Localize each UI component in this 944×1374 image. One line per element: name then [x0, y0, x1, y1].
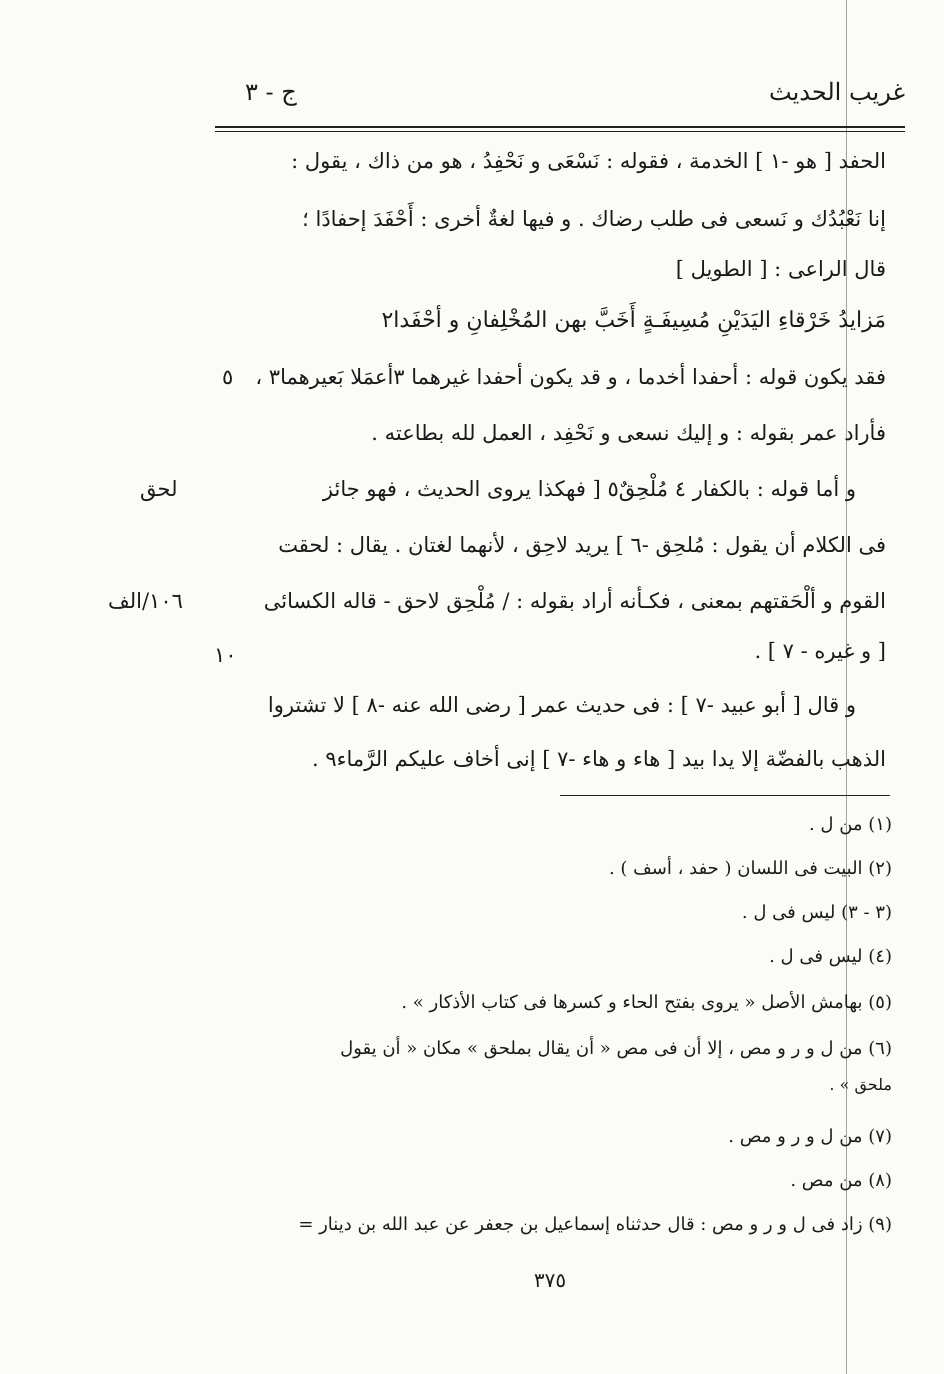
- footnote-rule: [560, 795, 890, 796]
- body-line-8: فى الكلام أن يقول : مُلحِق -٦ ] يريد لاحِق ، لأنهما لغتان . يقال : لحقت: [278, 533, 886, 557]
- footnote-4: (٤) ليس فى ل .: [769, 946, 892, 967]
- footnote-5: (٥) بهامش الأصل « يروى بفتح الحاء و كسرها فى كتاب الأذكار » .: [401, 992, 892, 1013]
- body-line-1: الحفد [ هو -١ ] الخدمة ، فقوله : نَسْعَى و نَحْفِدُ ، هو من ذاك ، يقول :: [291, 149, 886, 173]
- body-line-9: القوم و ألْحَقتهم بمعنى ، فكـأنه أراد بقوله : / مُلْحِق لاحق - قاله الكسائى: [263, 589, 886, 613]
- margin-note-haqq: لحق: [140, 477, 178, 501]
- footnote-1: (١) من ل .: [808, 814, 892, 835]
- footnote-9: (٩) زاد فى ل و ر و مص : قال حدثناه إسماعيل بن جعفر عن عبد الله بن دينار =: [298, 1214, 892, 1235]
- footnote-2: (٢) البيت فى اللسان ( حفد ، أسف ) .: [608, 858, 892, 879]
- body-line-5: فقد يكون قوله : أحفدا أخدما ، و قد يكون أحفدا غيرهما ٣أعمَلا بَعيرهما٣ ،: [255, 365, 886, 389]
- footnote-3: (٣ - ٣) ليس فى ل .: [741, 902, 892, 923]
- body-line-6: فأراد عمر بقوله : و إليك نسعى و نَحْفِد ، العمل لله بطاعته .: [371, 421, 886, 445]
- margin-line-number-5: ٥: [222, 365, 234, 389]
- margin-folio-marker: ١٠٦/الف: [108, 589, 183, 613]
- book-title: غريب الحديث: [769, 78, 905, 106]
- body-line-12: الذهب بالفضّة إلا يدا بيد [ هاء و هاء -٧ ] إنى أخاف عليكم الرَّماء٩ .: [311, 747, 886, 771]
- running-header: [215, 78, 905, 122]
- body-line-3: قال الراعى : [ الطويل ]: [675, 257, 886, 281]
- verse-line: مَزايدُ خَرْقاءِ اليَدَيْنِ مُسِيفَـةٍ أَخَبَّ بهن المُخْلِفانِ و أحْفَدا٢: [381, 308, 886, 333]
- page-number: ٣٧٥: [533, 1268, 567, 1292]
- body-line-11: و قال [ أبو عبيد -٧ ] : فى حديث عمر [ رضى الله عنه -٨ ] لا تشتروا: [267, 693, 856, 717]
- header-rule-thick: [215, 126, 905, 128]
- volume-label: ج - ٣: [245, 78, 297, 106]
- footnote-6-continued: ملحق » .: [829, 1075, 892, 1094]
- body-line-10: [ و غيره - ٧ ] .: [754, 639, 886, 663]
- body-line-7: و أما قوله : بالكفار ٤ مُلْحِقٌ٥ [ فهكذا يروى الحديث ، فهو جائز: [322, 477, 856, 501]
- body-line-2: إنا نَعْبُدُك و نَسعى فى طلب رضاك . و فيها لغةٌ أخرى : أَحْفَدَ إحفادًا ؛: [302, 207, 886, 231]
- header-rule-thin: [215, 131, 905, 132]
- footnote-8: (٨) من مص .: [790, 1170, 892, 1191]
- margin-line-number-10: ١٠: [214, 643, 237, 667]
- footnote-7: (٧) من ل و ر و مص .: [728, 1126, 892, 1147]
- footnote-6: (٦) من ل و ر و مص ، إلا أن فى مص « أن يقال بملحق » مكان « أن يقول: [340, 1038, 892, 1059]
